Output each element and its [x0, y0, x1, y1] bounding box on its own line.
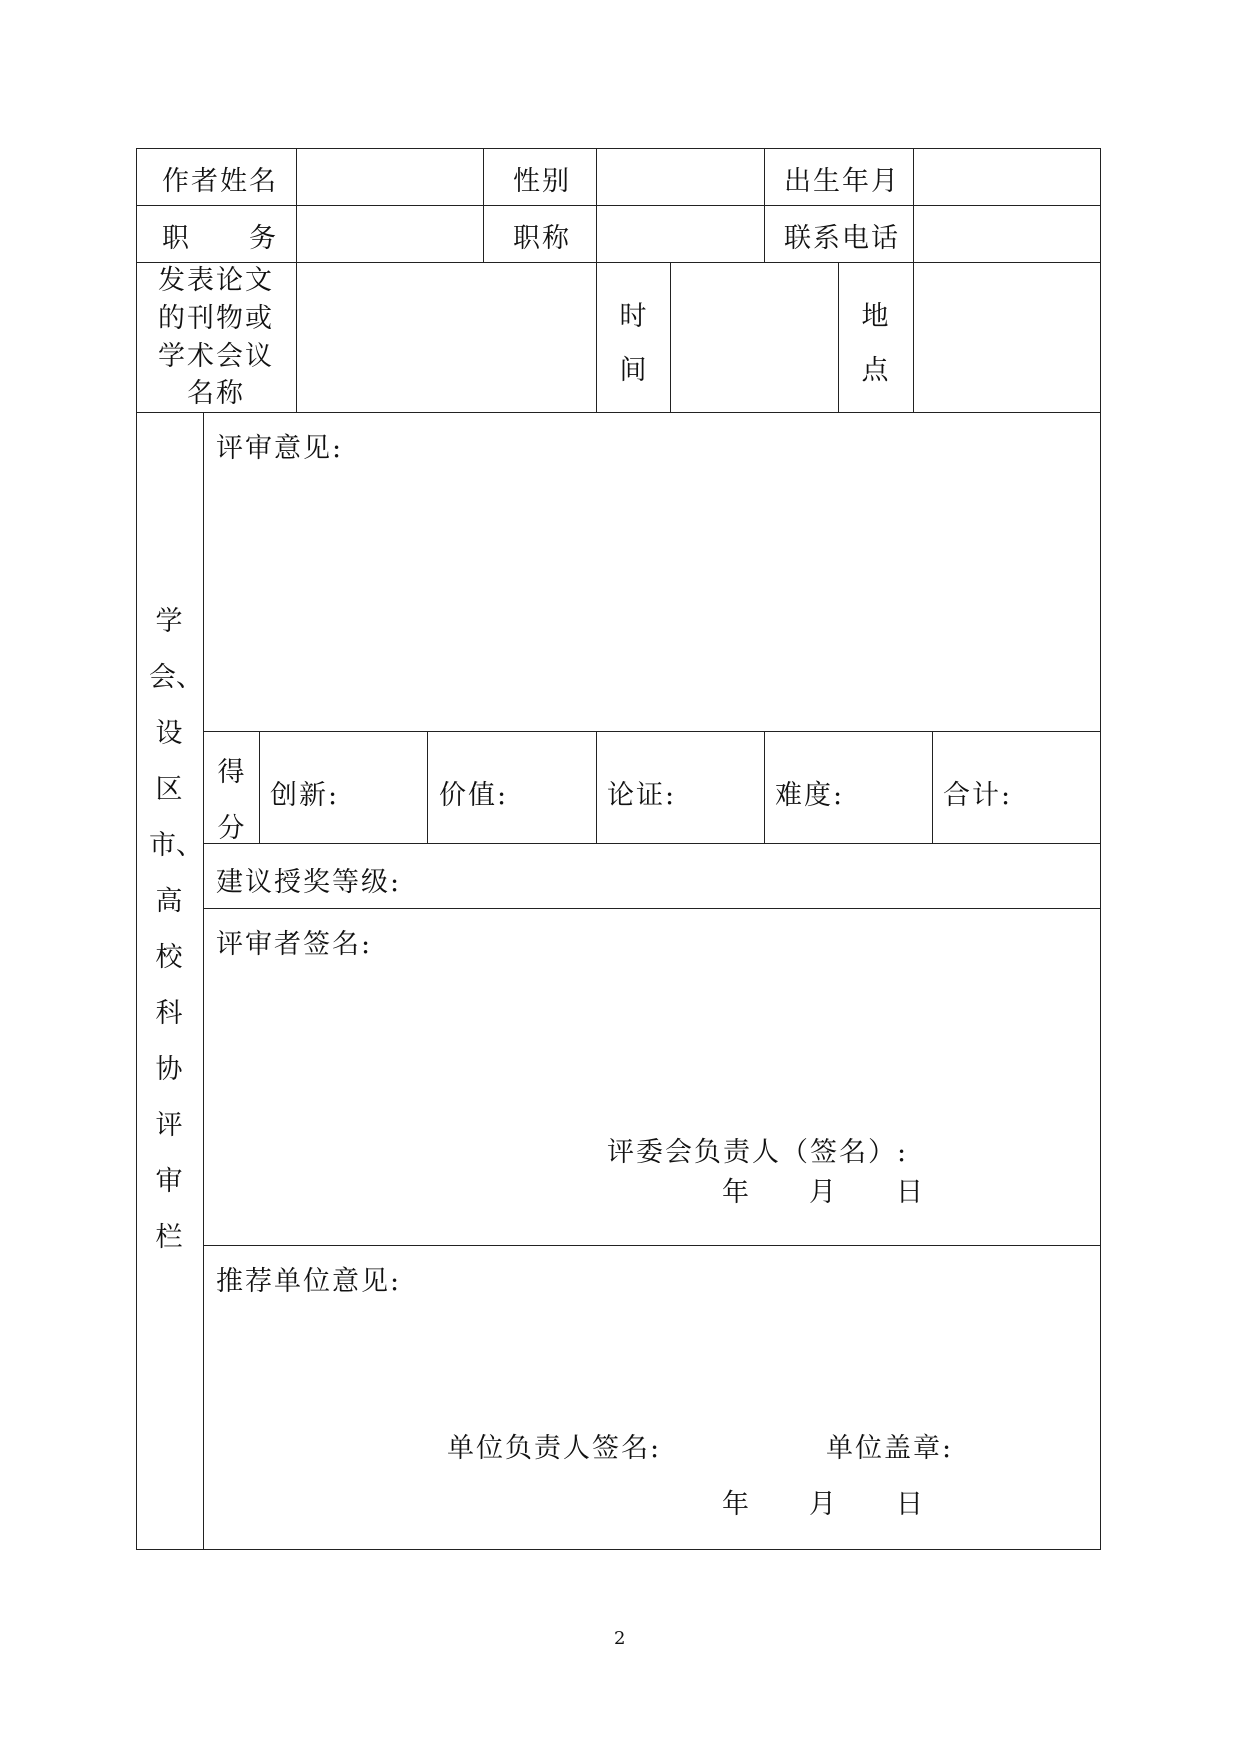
difficulty-label: 难度:	[775, 780, 845, 811]
total-label: 合计:	[943, 780, 1013, 811]
award-level-label: 建议授奖等级:	[216, 867, 402, 898]
title-label: 职称	[513, 223, 571, 254]
birth-date-label: 出生年月	[784, 166, 900, 197]
publication-label-line: 学术会议	[158, 341, 274, 372]
row-divider	[136, 262, 1101, 263]
recommending-unit-opinion-label: 推荐单位意见:	[216, 1266, 402, 1297]
publication-label-line: 发表论文	[158, 265, 274, 296]
col-divider	[838, 262, 839, 412]
col-divider	[296, 148, 297, 412]
col-divider	[764, 731, 765, 843]
committee-head-signature-label: 评委会负责人（签名）:	[607, 1137, 909, 1168]
table-border-right	[1100, 148, 1101, 1550]
phone-label: 联系电话	[784, 223, 900, 254]
row-divider	[203, 908, 1101, 909]
review-date-line: 年 月 日	[722, 1177, 925, 1208]
page-number: 2	[614, 1628, 626, 1649]
author-name-label: 作者姓名	[162, 166, 278, 197]
col-divider	[259, 731, 260, 843]
col-divider	[427, 731, 428, 843]
place-label: 地点	[861, 301, 889, 386]
col-divider	[670, 262, 671, 412]
table-border-bottom	[136, 1549, 1101, 1550]
value-label: 价值:	[439, 780, 509, 811]
col-divider	[203, 412, 204, 1550]
innovation-label: 创新:	[270, 780, 340, 811]
col-divider	[913, 148, 914, 412]
col-divider	[596, 148, 597, 412]
publication-label-line: 的刊物或	[158, 303, 274, 334]
row-divider	[203, 1245, 1101, 1246]
col-divider	[596, 731, 597, 843]
review-section-side-label: 学会、设区市、高校科协评审栏	[149, 606, 203, 1253]
reviewer-signature-label: 评审者签名:	[216, 929, 373, 960]
row-divider	[203, 731, 1101, 732]
argument-label: 论证:	[607, 780, 677, 811]
unit-head-signature-label: 单位负责人签名:	[447, 1433, 662, 1464]
time-label: 时间	[619, 301, 647, 386]
gender-label: 性别	[513, 166, 571, 197]
publication-label-line: 名称	[187, 378, 245, 409]
review-opinion-label: 评审意见:	[216, 433, 344, 464]
recommend-date-line: 年 月 日	[722, 1489, 925, 1520]
position-label: 职 务	[162, 223, 278, 254]
col-divider	[764, 148, 765, 262]
score-label: 得分	[217, 757, 245, 844]
row-divider	[136, 205, 1101, 206]
col-divider	[483, 148, 484, 262]
row-divider	[136, 412, 1101, 413]
row-divider	[203, 843, 1101, 844]
table-border-top	[136, 148, 1101, 149]
unit-seal-label: 单位盖章:	[826, 1433, 954, 1464]
col-divider	[932, 731, 933, 843]
